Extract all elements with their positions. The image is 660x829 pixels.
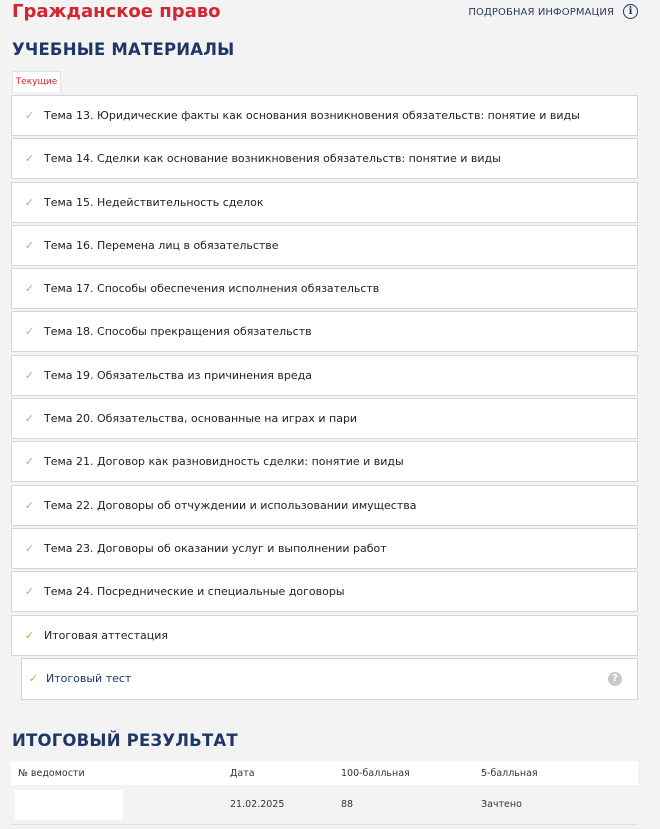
check-icon: ✓ bbox=[24, 498, 34, 512]
check-icon: ✓ bbox=[24, 585, 34, 599]
check-icon: ✓ bbox=[28, 672, 38, 686]
list-item-label: Тема 13. Юридические факты как основания возникновения обязательств: понятие и виды bbox=[44, 109, 580, 122]
column-header-date: Дата bbox=[230, 767, 255, 779]
table-row bbox=[11, 785, 638, 825]
list-item[interactable] bbox=[11, 571, 638, 612]
list-item[interactable] bbox=[11, 138, 638, 179]
list-item[interactable] bbox=[11, 225, 638, 266]
table-header-row bbox=[11, 761, 638, 785]
check-icon: ✓ bbox=[24, 195, 34, 209]
list-item[interactable] bbox=[11, 398, 638, 439]
list-item-label: Тема 20. Обязательства, основанные на играх и пари bbox=[44, 412, 358, 426]
materials-heading: УЧЕБНЫЕ МАТЕРИАЛЫ bbox=[12, 40, 235, 59]
check-icon: ✓ bbox=[24, 325, 34, 339]
final-test-item[interactable] bbox=[21, 658, 638, 700]
list-item-label: Тема 16. Перемена лиц в обязательстве bbox=[44, 238, 279, 252]
list-item[interactable] bbox=[11, 268, 638, 309]
list-item[interactable] bbox=[11, 182, 638, 223]
check-icon: ✓ bbox=[24, 455, 34, 469]
detailed-info-link[interactable]: ПОДРОБНАЯ ИНФОРМАЦИЯ bbox=[468, 7, 614, 18]
list-item-label: Итоговая аттестация bbox=[44, 628, 168, 642]
course-title: Гражданское право bbox=[12, 1, 221, 22]
list-item-label: Тема 22. Договоры об отчуждении и использовании имущества bbox=[44, 498, 417, 512]
score100-cell: 88 bbox=[341, 799, 354, 810]
final-attestation-item[interactable] bbox=[11, 615, 638, 656]
list-item[interactable] bbox=[11, 441, 638, 482]
info-circle-icon[interactable]: i bbox=[623, 4, 638, 19]
results-heading: ИТОГОВЫЙ РЕЗУЛЬТАТ bbox=[12, 731, 238, 750]
final-test-label: Итоговый тест bbox=[46, 672, 132, 686]
check-icon: ✓ bbox=[24, 238, 34, 252]
list-item[interactable] bbox=[11, 355, 638, 396]
score5-cell: Зачтено bbox=[481, 799, 522, 810]
list-item-label: Тема 24. Посреднические и специальные договоры bbox=[44, 585, 345, 599]
materials-list bbox=[11, 95, 638, 700]
list-item[interactable] bbox=[11, 95, 638, 136]
column-header-number: № ведомости bbox=[18, 767, 85, 779]
list-item[interactable] bbox=[11, 485, 638, 526]
list-item-label: Тема 23. Договоры об оказании услуг и выполнении работ bbox=[44, 541, 387, 555]
record-number-cell bbox=[15, 790, 123, 820]
results-table bbox=[11, 761, 638, 825]
check-icon: ✓ bbox=[24, 109, 34, 122]
list-item[interactable] bbox=[11, 311, 638, 352]
tab-current[interactable]: Текущие bbox=[12, 71, 61, 92]
list-item[interactable] bbox=[11, 528, 638, 569]
list-item-label: Тема 19. Обязательства из причинения вреда bbox=[44, 368, 312, 382]
page-header bbox=[12, 0, 638, 28]
list-item-label: Тема 18. Способы прекращения обязательств bbox=[44, 325, 312, 339]
column-header-score100: 100-балльная bbox=[341, 767, 410, 779]
list-item-label: Тема 21. Договор как разновидность сделки: понятие и виды bbox=[44, 455, 404, 469]
list-item-label: Тема 14. Сделки как основание возникновения обязательств: понятие и виды bbox=[44, 152, 501, 166]
check-icon: ✓ bbox=[24, 628, 34, 642]
check-icon: ✓ bbox=[24, 541, 34, 555]
check-icon: ✓ bbox=[24, 412, 34, 426]
list-item-label: Тема 17. Способы обеспечения исполнения обязательств bbox=[44, 282, 380, 296]
date-cell: 21.02.2025 bbox=[230, 799, 285, 810]
column-header-score5: 5-балльная bbox=[481, 767, 538, 779]
check-icon: ✓ bbox=[24, 152, 34, 166]
question-circle-icon[interactable]: ? bbox=[608, 672, 622, 686]
check-icon: ✓ bbox=[24, 368, 34, 382]
list-item-label: Тема 15. Недействительность сделок bbox=[44, 195, 264, 209]
check-icon: ✓ bbox=[24, 282, 34, 296]
